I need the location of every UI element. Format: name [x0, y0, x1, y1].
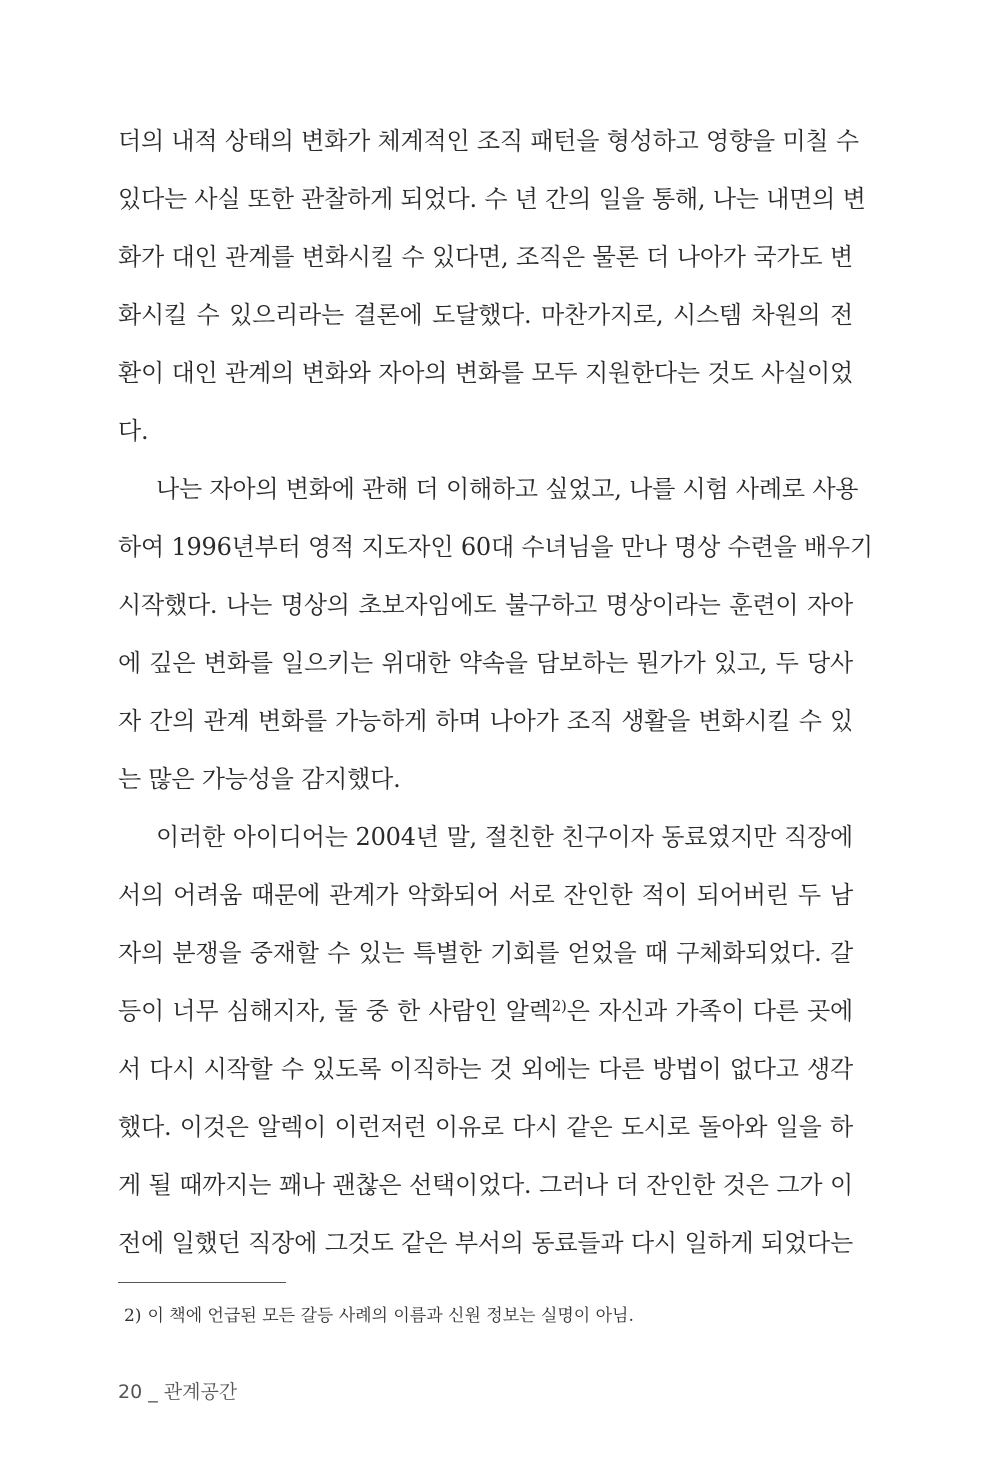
footnote-divider — [118, 1282, 286, 1283]
page-number: 20 — [118, 1381, 143, 1403]
body-text — [118, 112, 873, 1272]
text-line: 화시킬 수 있으리라는 결론에 도달했다. 마찬가지로, 시스템 차원의 전 — [118, 301, 853, 329]
text-line: 있다는 사실 또한 관찰하게 되었다. 수 년 간의 일을 통해, 나는 내면의 변 — [118, 185, 866, 213]
text-line: 하여 1996년부터 영적 지도자인 60대 수녀님을 만나 명상 수련을 배우기 — [118, 533, 873, 561]
folio-separator: _ — [148, 1381, 158, 1403]
text-line: 다. — [118, 417, 149, 445]
paragraph-3 — [118, 808, 853, 1272]
text-segment: 은 자신과 가족이 다른 곳에 — [566, 997, 853, 1025]
text-segment: 등이 너무 심해지자, 둘 중 한 사람인 알렉 — [118, 997, 552, 1025]
text-line: 전에 일했던 직장에 그것도 같은 부서의 동료들과 다시 일하게 되었다는 — [118, 1229, 853, 1257]
page-footer — [118, 1378, 237, 1406]
text-line: 서의 어려움 때문에 관계가 악화되어 서로 잔인한 적이 되어버린 두 남 — [118, 881, 853, 909]
text-line: 시작했다. 나는 명상의 초보자임에도 불구하고 명상이라는 훈련이 자아 — [118, 591, 853, 619]
text-line: 게 될 때까지는 꽤나 괜찮은 선택이었다. 그러나 더 잔인한 것은 그가 이 — [118, 1171, 853, 1199]
running-title: 관계공간 — [163, 1381, 238, 1403]
text-line: 이러한 아이디어는 2004년 말, 절친한 친구이자 동료였지만 직장에 — [156, 823, 853, 851]
text-line: 자 간의 관계 변화를 가능하게 하며 나아가 조직 생활을 변화시킬 수 있 — [118, 707, 853, 735]
footnote-marker: 2) — [124, 1306, 142, 1326]
paragraph-1 — [118, 112, 866, 460]
footnote-text: 이 책에 언급된 모든 갈등 사례의 이름과 신원 정보는 실명이 아님. — [147, 1306, 634, 1326]
text-line: 더의 내적 상태의 변화가 체계적인 조직 패턴을 형성하고 영향을 미칠 수 — [118, 127, 859, 155]
text-line: 나는 자아의 변화에 관해 더 이해하고 싶었고, 나를 시험 사례로 사용 — [156, 475, 859, 503]
paragraph-2 — [118, 460, 873, 808]
text-line-with-note — [118, 982, 853, 1040]
text-line: 에 깊은 변화를 일으키는 위대한 약속을 담보하는 뭔가가 있고, 두 당사 — [118, 649, 853, 677]
text-line: 서 다시 시작할 수 있도록 이직하는 것 외에는 다른 방법이 없다고 생각 — [118, 1055, 853, 1083]
text-line: 화가 대인 관계를 변화시킬 수 있다면, 조직은 물론 더 나아가 국가도 변 — [118, 243, 853, 271]
footnote — [124, 1303, 634, 1329]
text-line: 환이 대인 관계의 변화와 자아의 변화를 모두 지원한다는 것도 사실이었 — [118, 359, 853, 387]
text-line: 했다. 이것은 알렉이 이런저런 이유로 다시 같은 도시로 돌아와 일을 하 — [118, 1113, 853, 1141]
text-line: 는 많은 가능성을 감지했다. — [118, 765, 401, 793]
text-line: 자의 분쟁을 중재할 수 있는 특별한 기회를 얻었을 때 구체화되었다. 갈 — [118, 939, 853, 967]
footnote-reference[interactable]: 2) — [551, 997, 567, 1015]
